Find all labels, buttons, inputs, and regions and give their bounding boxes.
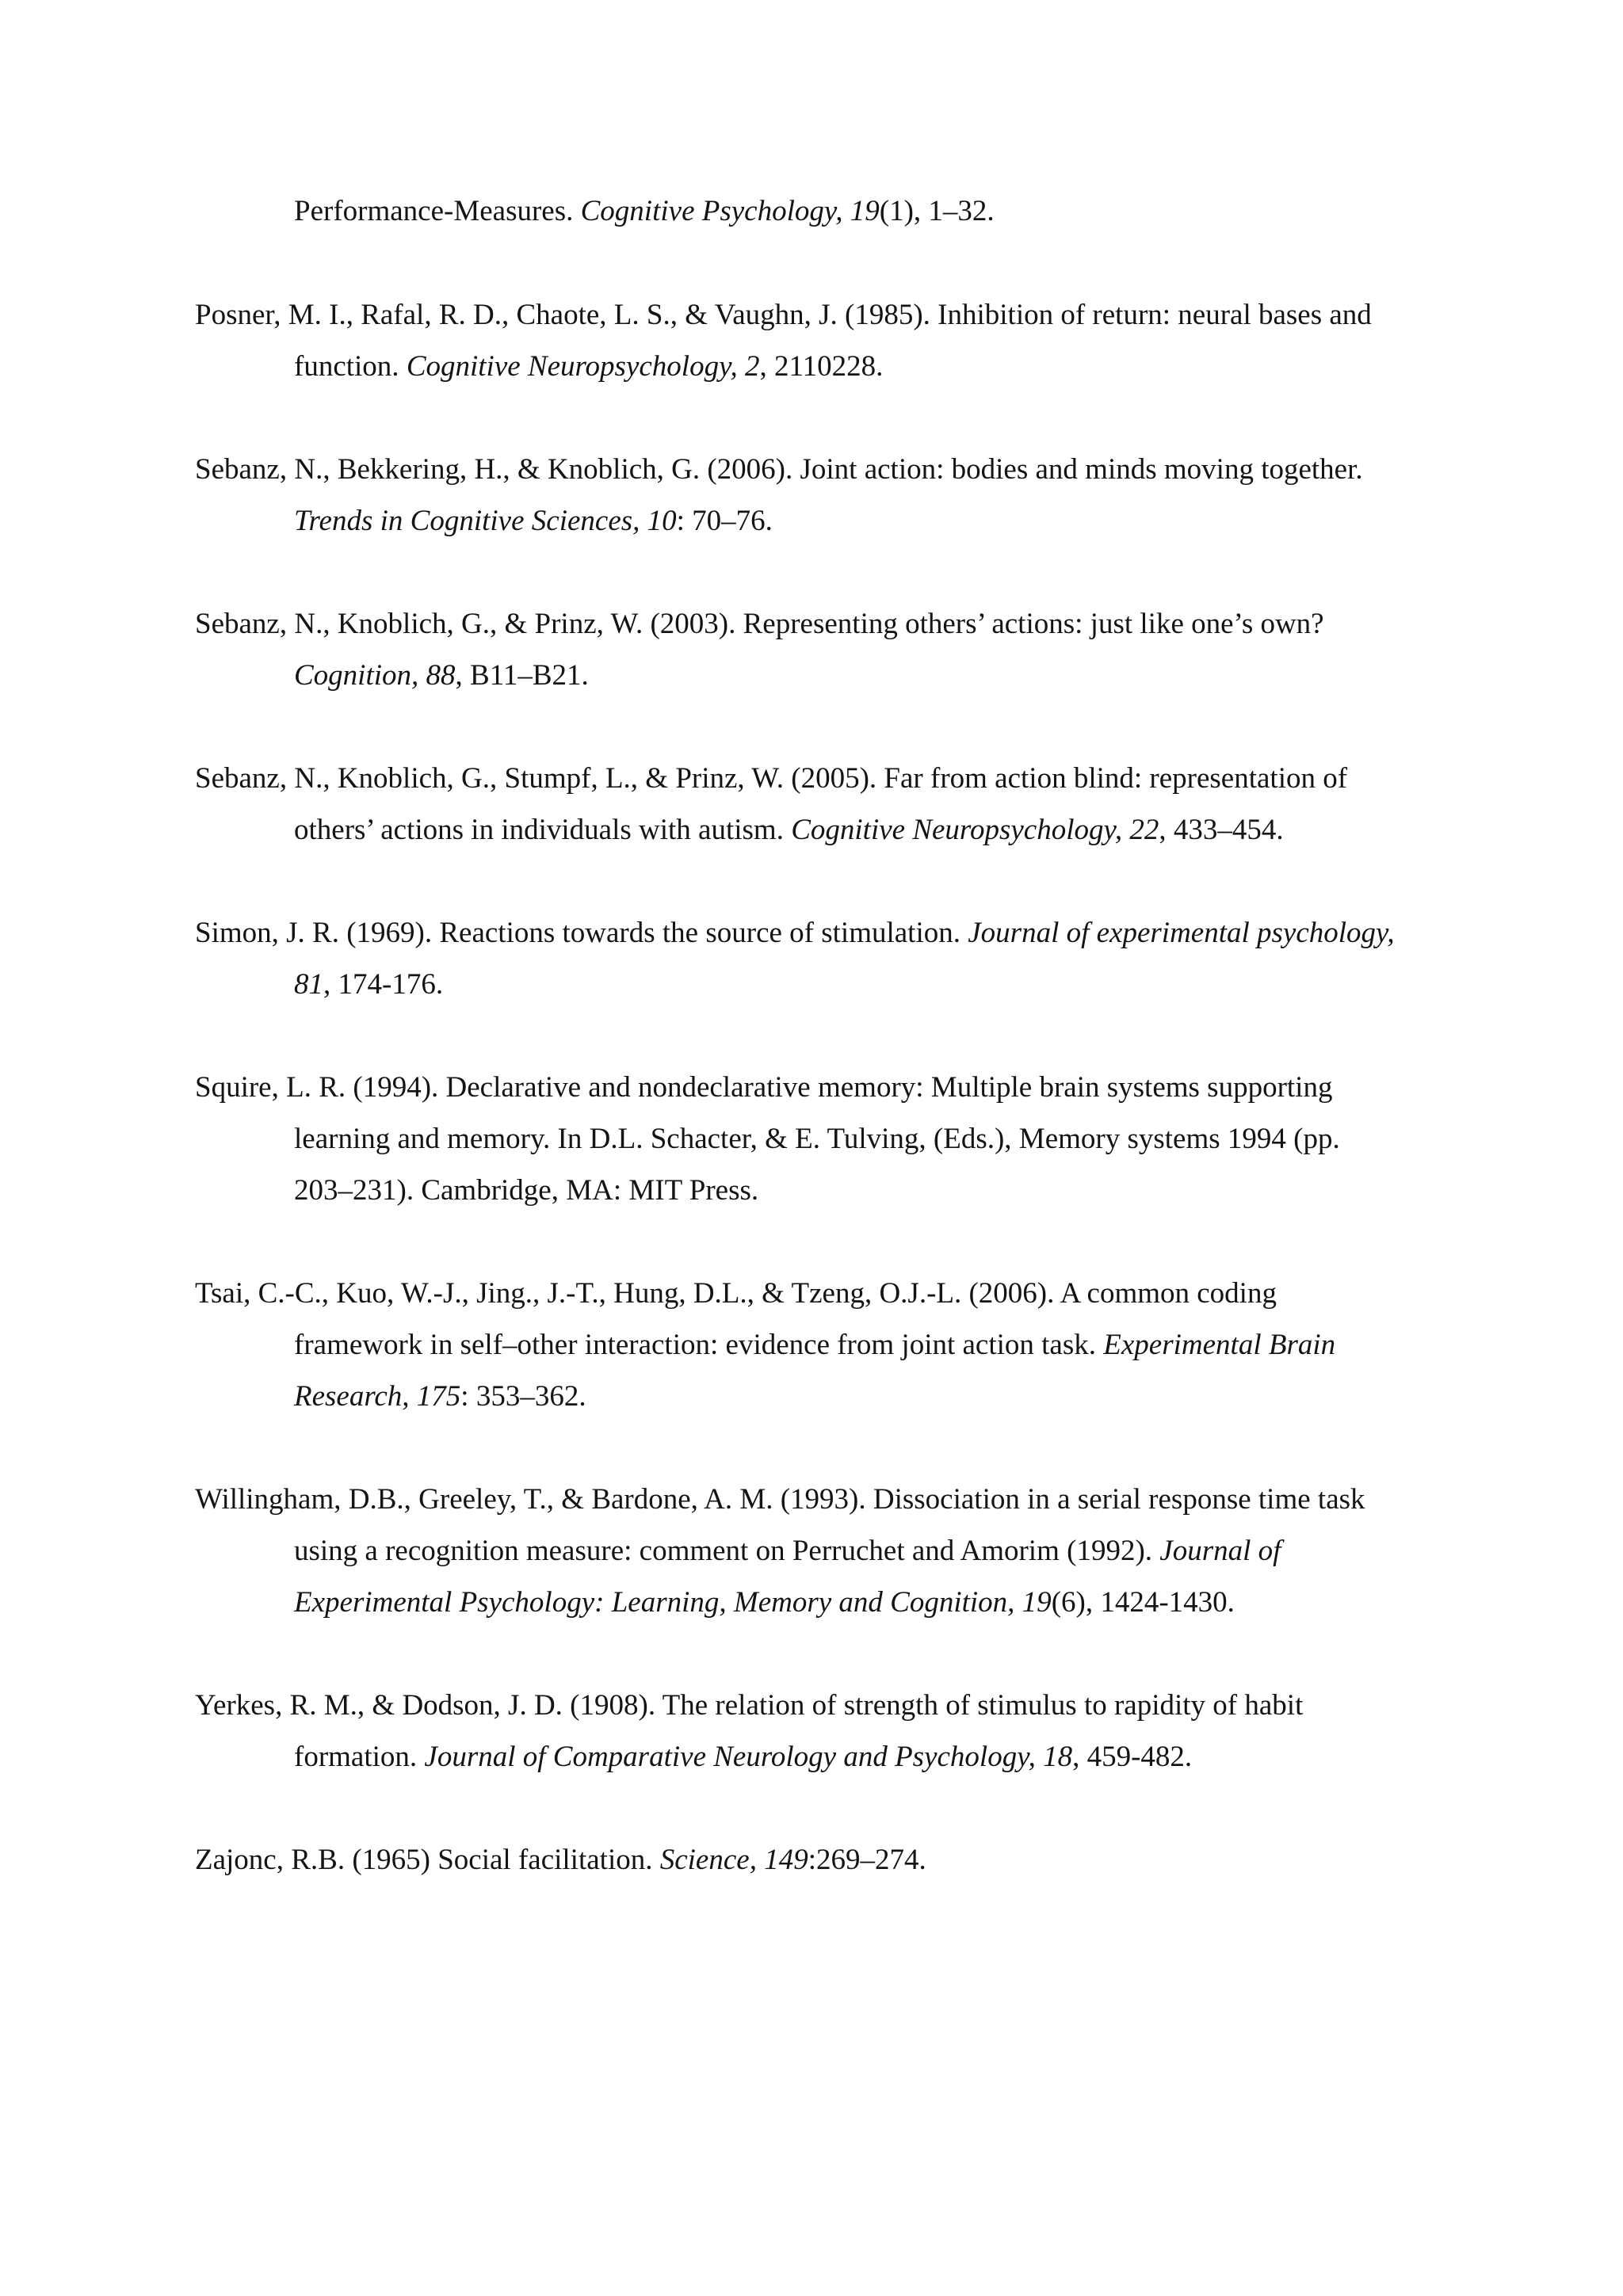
reference-text: learning and memory. In D.L. Schacter, & E. Tulving, (Eds.), Memory systems 1994 (pp.: [294, 1123, 1340, 1155]
reference-text: Yerkes, R. M., & Dodson, J. D. (1908). The relation of strength of stimulus to rapidity of habit: [195, 1689, 1304, 1722]
reference-text: formation.: [294, 1741, 425, 1773]
reference-text: Sebanz, N., Bekkering, H., & Knoblich, G. (2006). Joint action: bodies and minds moving together.: [195, 453, 1363, 486]
reference-text: Simon, J. R. (1969). Reactions towards the source of stimulation.: [195, 917, 968, 949]
reference-italic-text: Journal of: [1159, 1535, 1281, 1567]
reference-text: Sebanz, N., Knoblich, G., & Prinz, W. (2003). Representing others’ actions: just like one’s own?: [195, 608, 1324, 640]
reference-italic-text: Journal of experimental psychology,: [968, 917, 1395, 949]
reference-entry: [195, 598, 1463, 701]
reference-italic-text: Research, 175: [294, 1380, 461, 1413]
reference-text: , B11–B21.: [455, 659, 589, 692]
reference-italic-text: Cognitive Neuropsychology, 2: [406, 350, 760, 383]
reference-text: Performance-Measures.: [294, 195, 581, 227]
reference-text: others’ actions in individuals with autism.: [294, 814, 792, 846]
reference-entry: [195, 1834, 1463, 1886]
reference-text: :269–274.: [808, 1844, 926, 1876]
reference-text: , 459-482.: [1072, 1741, 1193, 1773]
reference-italic-text: Cognitive Psychology, 19: [580, 195, 880, 227]
reference-text: (6), 1424-1430.: [1051, 1586, 1235, 1619]
reference-text: using a recognition measure: comment on Perruchet and Amorim (1992).: [294, 1535, 1160, 1567]
reference-italic-text: Trends in Cognitive Sciences, 10: [294, 505, 677, 537]
reference-entry: [195, 1680, 1463, 1783]
reference-italic-text: Journal of Comparative Neurology and Psychology, 18: [424, 1741, 1073, 1773]
reference-italic-text: Experimental Brain: [1103, 1329, 1336, 1361]
reference-text: Zajonc, R.B. (1965) Social facilitation.: [195, 1844, 660, 1876]
reference-entry: [195, 907, 1463, 1010]
reference-text: Willingham, D.B., Greeley, T., & Bardone, A. M. (1993). Dissociation in a serial response time task: [195, 1483, 1365, 1516]
reference-entry: [195, 1474, 1463, 1628]
reference-entry: [195, 1268, 1463, 1422]
reference-list: [195, 185, 1463, 1937]
reference-text: Tsai, C.-C., Kuo, W.-J., Jing., J.-T., Hung, D.L., & Tzeng, O.J.-L. (2006). A common coding: [195, 1277, 1277, 1310]
reference-italic-text: Cognitive Neuropsychology, 22: [791, 814, 1159, 846]
reference-text: Sebanz, N., Knoblich, G., Stumpf, L., & Prinz, W. (2005). Far from action blind: representation of: [195, 762, 1348, 795]
reference-entry: [195, 444, 1463, 547]
reference-text: : 70–76.: [676, 505, 773, 537]
reference-text: Squire, L. R. (1994). Declarative and nondeclarative memory: Multiple brain systems supporting: [195, 1071, 1333, 1104]
reference-entry: [195, 185, 1463, 237]
reference-text: Posner, M. I., Rafal, R. D., Chaote, L. S., & Vaughn, J. (1985). Inhibition of return: neural bases and: [195, 299, 1372, 331]
reference-text: , 174-176.: [323, 968, 444, 1001]
reference-entry: [195, 289, 1463, 392]
reference-italic-text: Science, 149: [659, 1844, 808, 1876]
reference-italic-text: Experimental Psychology: Learning, Memory and Cognition, 19: [294, 1586, 1052, 1619]
reference-italic-text: Cognition, 88: [294, 659, 456, 692]
reference-text: , 433–454.: [1159, 814, 1284, 846]
reference-text: , 2110228.: [759, 350, 884, 383]
reference-text: function.: [294, 350, 407, 383]
reference-entry: [195, 753, 1463, 856]
reference-entry: [195, 1062, 1463, 1216]
reference-italic-text: 81: [294, 968, 323, 1001]
reference-text: 203–231). Cambridge, MA: MIT Press.: [294, 1174, 759, 1207]
reference-text: (1), 1–32.: [879, 195, 995, 227]
reference-text: : 353–362.: [460, 1380, 586, 1413]
reference-text: framework in self–other interaction: evidence from joint action task.: [294, 1329, 1104, 1361]
